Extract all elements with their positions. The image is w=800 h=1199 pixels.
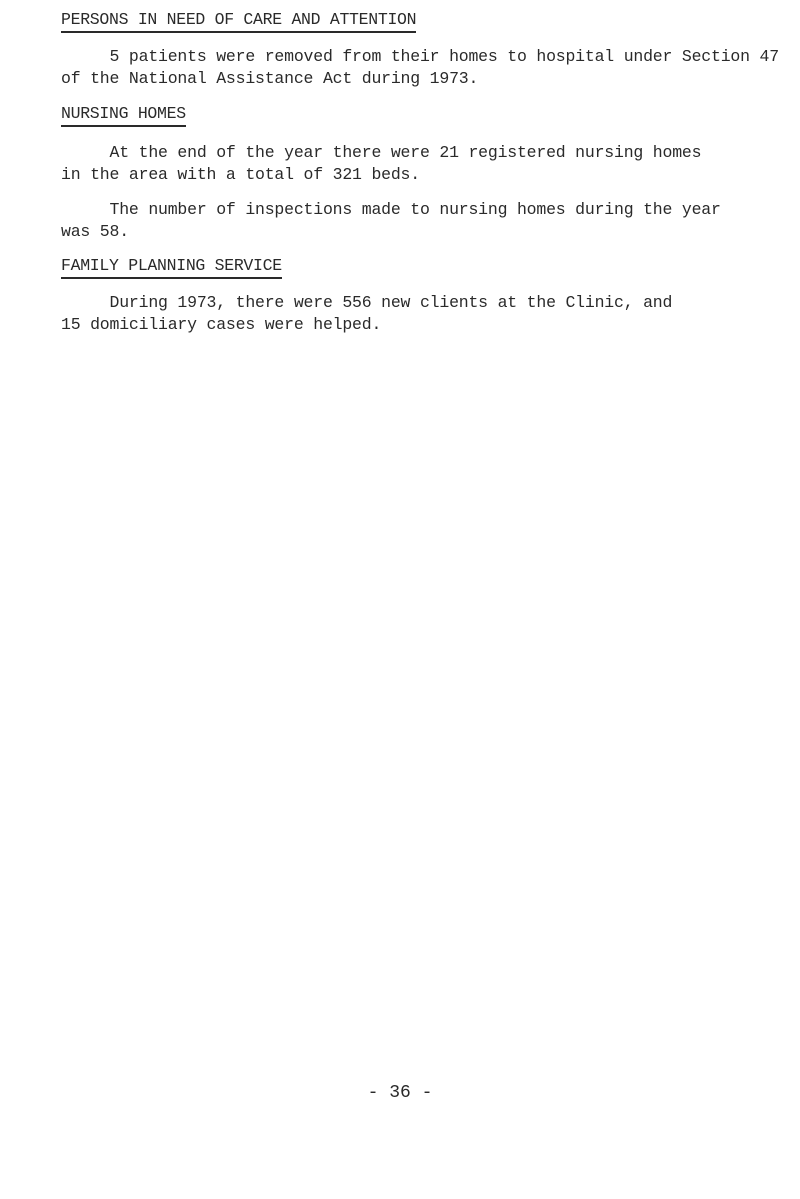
nursing-homes-paragraph-1-line-2: in the area with a total of 321 beds. bbox=[61, 165, 420, 184]
family-planning-line-1: During 1973, there were 556 new clients at the Clinic, and bbox=[61, 293, 673, 312]
section-heading-persons-in-need: PERSONS IN NEED OF CARE AND ATTENTION bbox=[61, 10, 416, 33]
nursing-homes-paragraph-2-line-1: The number of inspections made to nursing homes during the year bbox=[61, 200, 721, 219]
section-heading-family-planning: FAMILY PLANNING SERVICE bbox=[61, 256, 282, 279]
persons-in-need-line-1: 5 patients were removed from their homes to hospital under Section 47 bbox=[61, 47, 779, 66]
section-heading-nursing-homes: NURSING HOMES bbox=[61, 104, 186, 127]
nursing-homes-paragraph-2-line-2: was 58. bbox=[61, 222, 129, 241]
family-planning-line-2: 15 domiciliary cases were helped. bbox=[61, 315, 382, 334]
nursing-homes-paragraph-1-line-1: At the end of the year there were 21 registered nursing homes bbox=[61, 143, 702, 162]
persons-in-need-line-2: of the National Assistance Act during 1973. bbox=[61, 69, 479, 88]
page-number: - 36 - bbox=[367, 1083, 433, 1103]
